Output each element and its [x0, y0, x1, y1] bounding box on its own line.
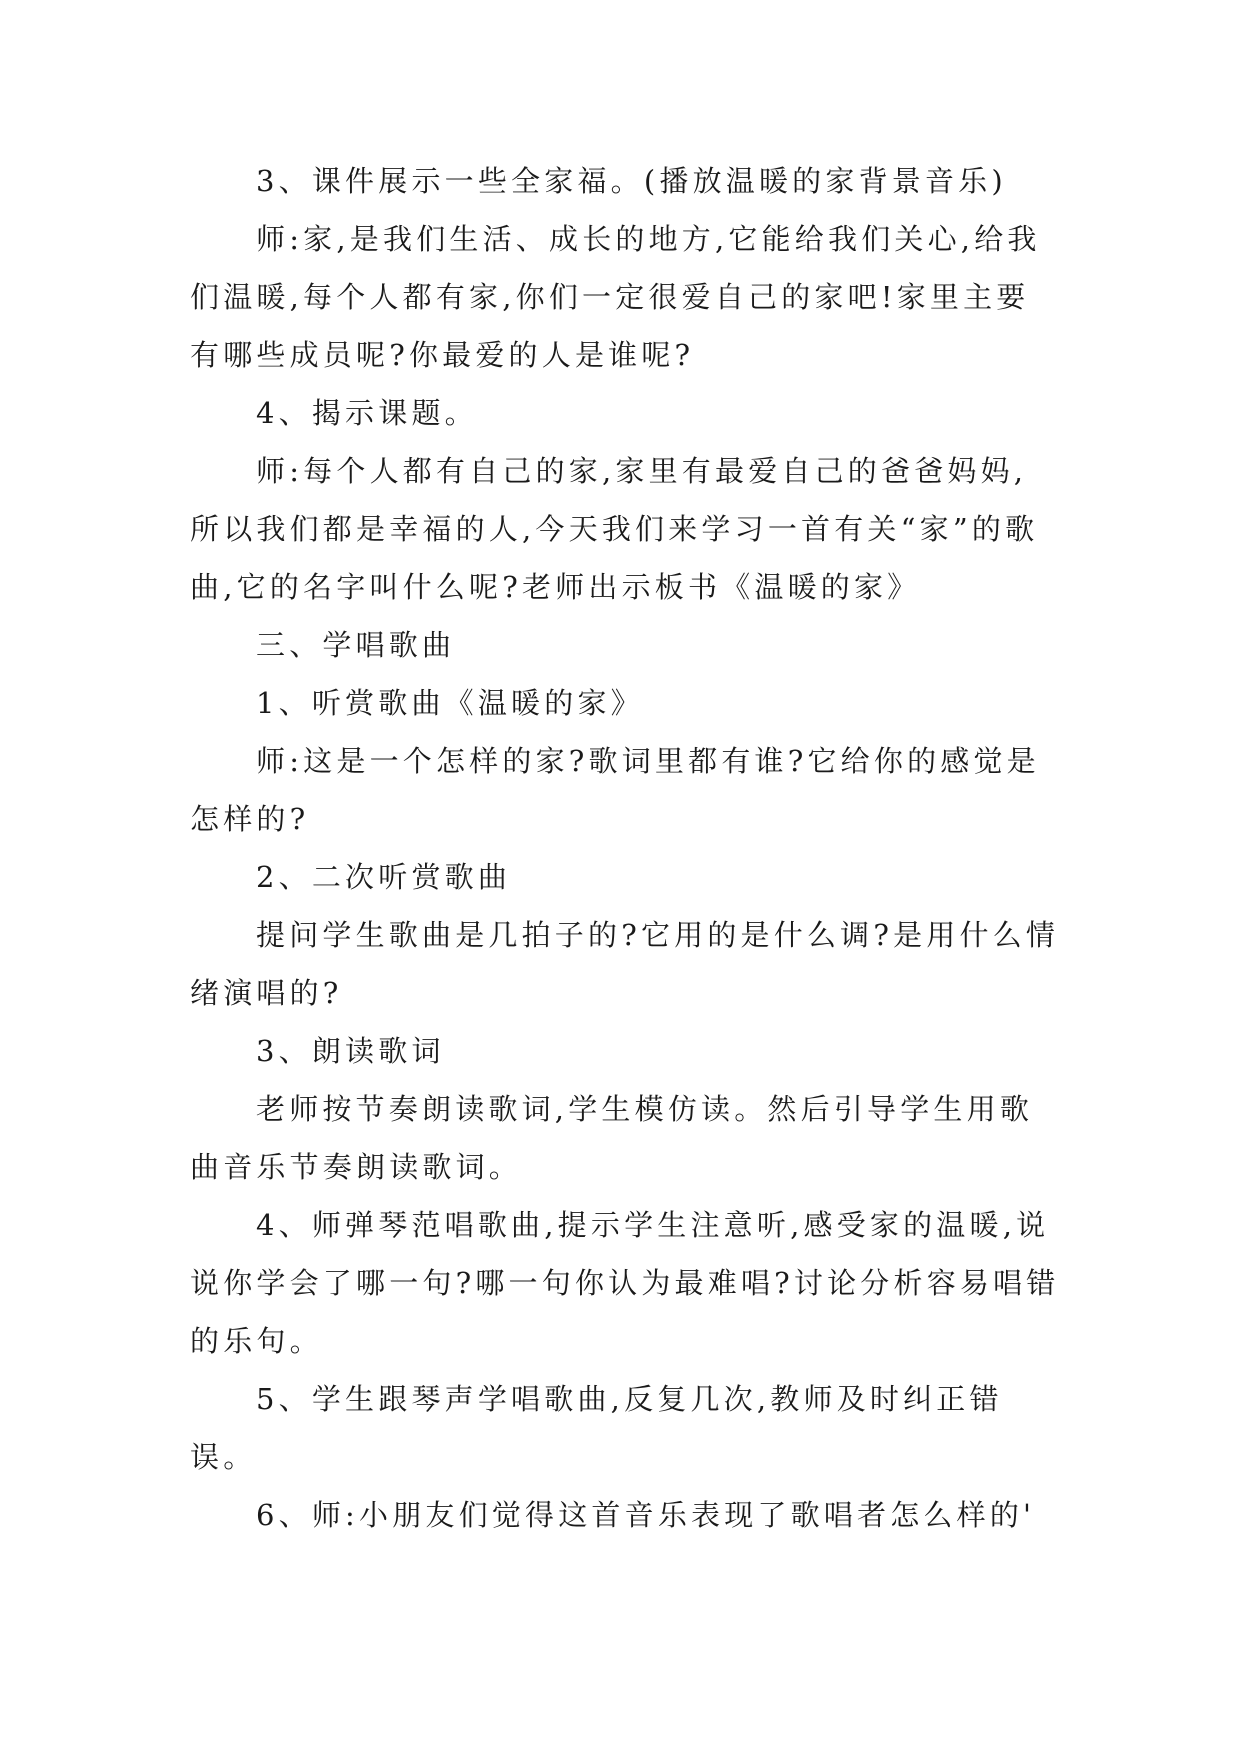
- paragraph-step-3-read-lyrics: 3、朗读歌词: [256, 1034, 445, 1068]
- paragraph-step-4-piano-demo: 4、师弹琴范唱歌曲,提示学生注意听,感受家的温暖,说说你学会了哪一句?哪一句你认为最难唱?讨论分析容易唱错的乐句。: [190, 1208, 1060, 1358]
- paragraph-step-4-reveal-topic: 4、揭示课题。: [256, 396, 478, 430]
- paragraph-teacher-song-title: 师:每个人都有自己的家,家里有最爱自己的爸爸妈妈,所以我们都是幸福的人,今天我们来学习一首有关“家”的歌曲,它的名字叫什么呢?老师出示板书《温暖的家》: [190, 454, 1039, 604]
- paragraph-teacher-question: 师:这是一个怎样的家?歌词里都有谁?它给你的感觉是怎样的?: [190, 744, 1040, 836]
- paragraph-step-2-listen-again: 2、二次听赏歌曲: [256, 860, 512, 894]
- paragraph-ask-students: 提问学生歌曲是几拍子的?它用的是什么调?是用什么情绪演唱的?: [190, 918, 1060, 1010]
- section-heading-learn-song: 三、学唱歌曲: [256, 628, 456, 662]
- document-body: [190, 152, 1060, 1544]
- paragraph-step-6-teacher: 6、师:小朋友们觉得这首音乐表现了歌唱者怎么样的': [256, 1498, 1036, 1532]
- paragraph-step-3-family-photos: 3、课件展示一些全家福。(播放温暖的家背景音乐): [256, 164, 1007, 198]
- paragraph-teacher-home-intro: 师:家,是我们生活、成长的地方,它能给我们关心,给我们温暖,每个人都有家,你们一定很爱自己的家吧!家里主要有哪些成员呢?你最爱的人是谁呢?: [190, 222, 1041, 372]
- paragraph-step-5-sing-along: 5、学生跟琴声学唱歌曲,反复几次,教师及时纠正错误。: [190, 1382, 1003, 1474]
- paragraph-step-1-listen: 1、听赏歌曲《温暖的家》: [256, 686, 644, 720]
- paragraph-teacher-rhythm-reading: 老师按节奏朗读歌词,学生模仿读。然后引导学生用歌曲音乐节奏朗读歌词。: [190, 1092, 1034, 1184]
